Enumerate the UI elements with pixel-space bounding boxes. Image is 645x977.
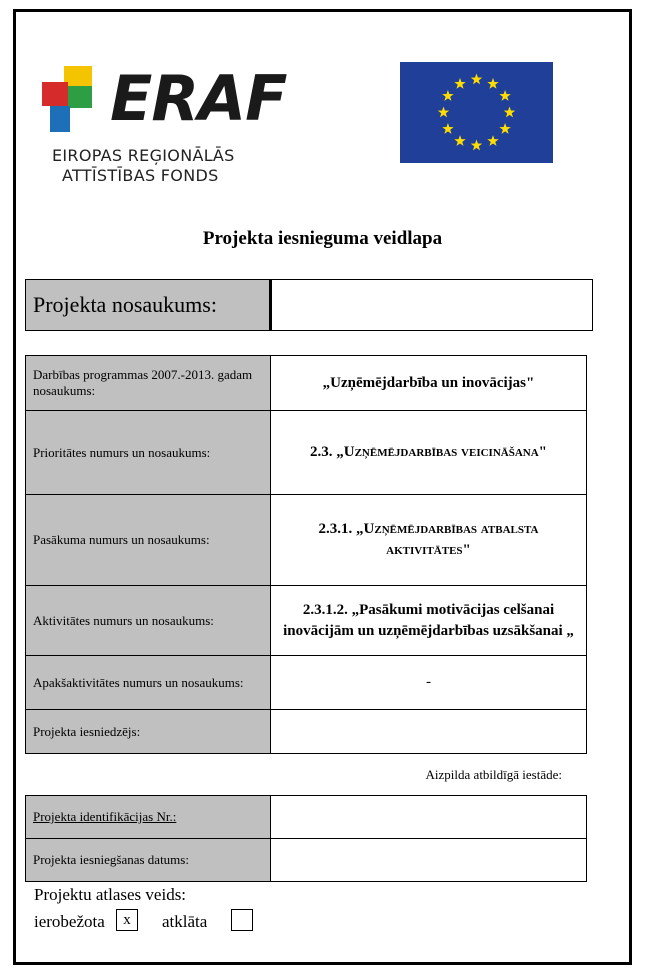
priority-value: 2.3. „Uzņēmējdarbības veicināšana"	[271, 411, 587, 495]
sub-activity-value: -	[271, 656, 587, 710]
logo-subtitle-line1: EIROPAS REĢIONĀLĀS	[52, 146, 235, 165]
project-id-field[interactable]	[271, 796, 587, 839]
identification-table	[25, 795, 587, 882]
option-open-checkbox[interactable]	[231, 909, 253, 931]
eraf-logo	[38, 62, 287, 194]
table-row	[26, 411, 587, 495]
option-open-label: atklāta	[162, 912, 208, 931]
table-row	[26, 586, 587, 656]
option-restricted-checkbox[interactable]: x	[116, 909, 138, 931]
measure-value: 2.3.1. „Uzņēmējdarbības atbalsta aktivitātes"	[271, 495, 587, 586]
submission-date-label: Projekta iesniegšanas datums:	[26, 839, 271, 882]
table-row	[26, 356, 587, 411]
table-row	[26, 495, 587, 586]
option-restricted-label: ierobežota	[34, 912, 105, 931]
activity-value: 2.3.1.2. „Pasākumi motivācijas celšanai inovācijām un uzņēmējdarbības uzsākšanai „	[271, 586, 587, 656]
page-title: Projekta iesnieguma veidlapa	[202, 228, 443, 249]
priority-label: Prioritātes numurs un nosaukums:	[26, 411, 271, 495]
logo-subtitle-line2: ATTĪSTĪBAS FONDS	[62, 166, 219, 185]
applicant-label: Projekta iesniedzējs:	[26, 710, 271, 754]
submission-date-field[interactable]	[271, 839, 587, 882]
activity-label: Aktivitātes numurs un nosaukums:	[26, 586, 271, 656]
project-name-field[interactable]	[271, 280, 593, 331]
eraf-logo-mark	[38, 64, 110, 134]
programme-label: Darbības programmas 2007.-2013. gadam nosaukums:	[26, 356, 271, 411]
table-row	[26, 839, 587, 882]
table-row	[26, 796, 587, 839]
logo-square-yellow	[64, 66, 92, 86]
table-row	[26, 710, 587, 754]
logo-square-green	[68, 86, 92, 108]
logo-square-red	[42, 82, 68, 106]
project-name-table	[25, 279, 593, 331]
sub-activity-label: Apakšaktivitātes numurs un nosaukums:	[26, 656, 271, 710]
institution-note: Aizpilda atbildīgā iestāde:	[425, 767, 562, 782]
table-row	[26, 656, 587, 710]
measure-label: Pasākuma numurs un nosaukums:	[26, 495, 271, 586]
programme-value: „Uzņēmējdarbība un inovācijas"	[271, 356, 587, 411]
project-id-label: Projekta identifikācijas Nr.:	[26, 796, 271, 839]
programme-info-table	[25, 355, 587, 754]
selection-type-heading: Projektu atlases veids:	[34, 885, 187, 904]
eu-flag	[400, 62, 553, 163]
logo-square-blue	[50, 106, 70, 132]
applicant-field[interactable]	[271, 710, 587, 754]
project-name-label: Projekta nosaukums:	[26, 280, 271, 331]
logo-wordmark: ERAF	[110, 62, 287, 135]
